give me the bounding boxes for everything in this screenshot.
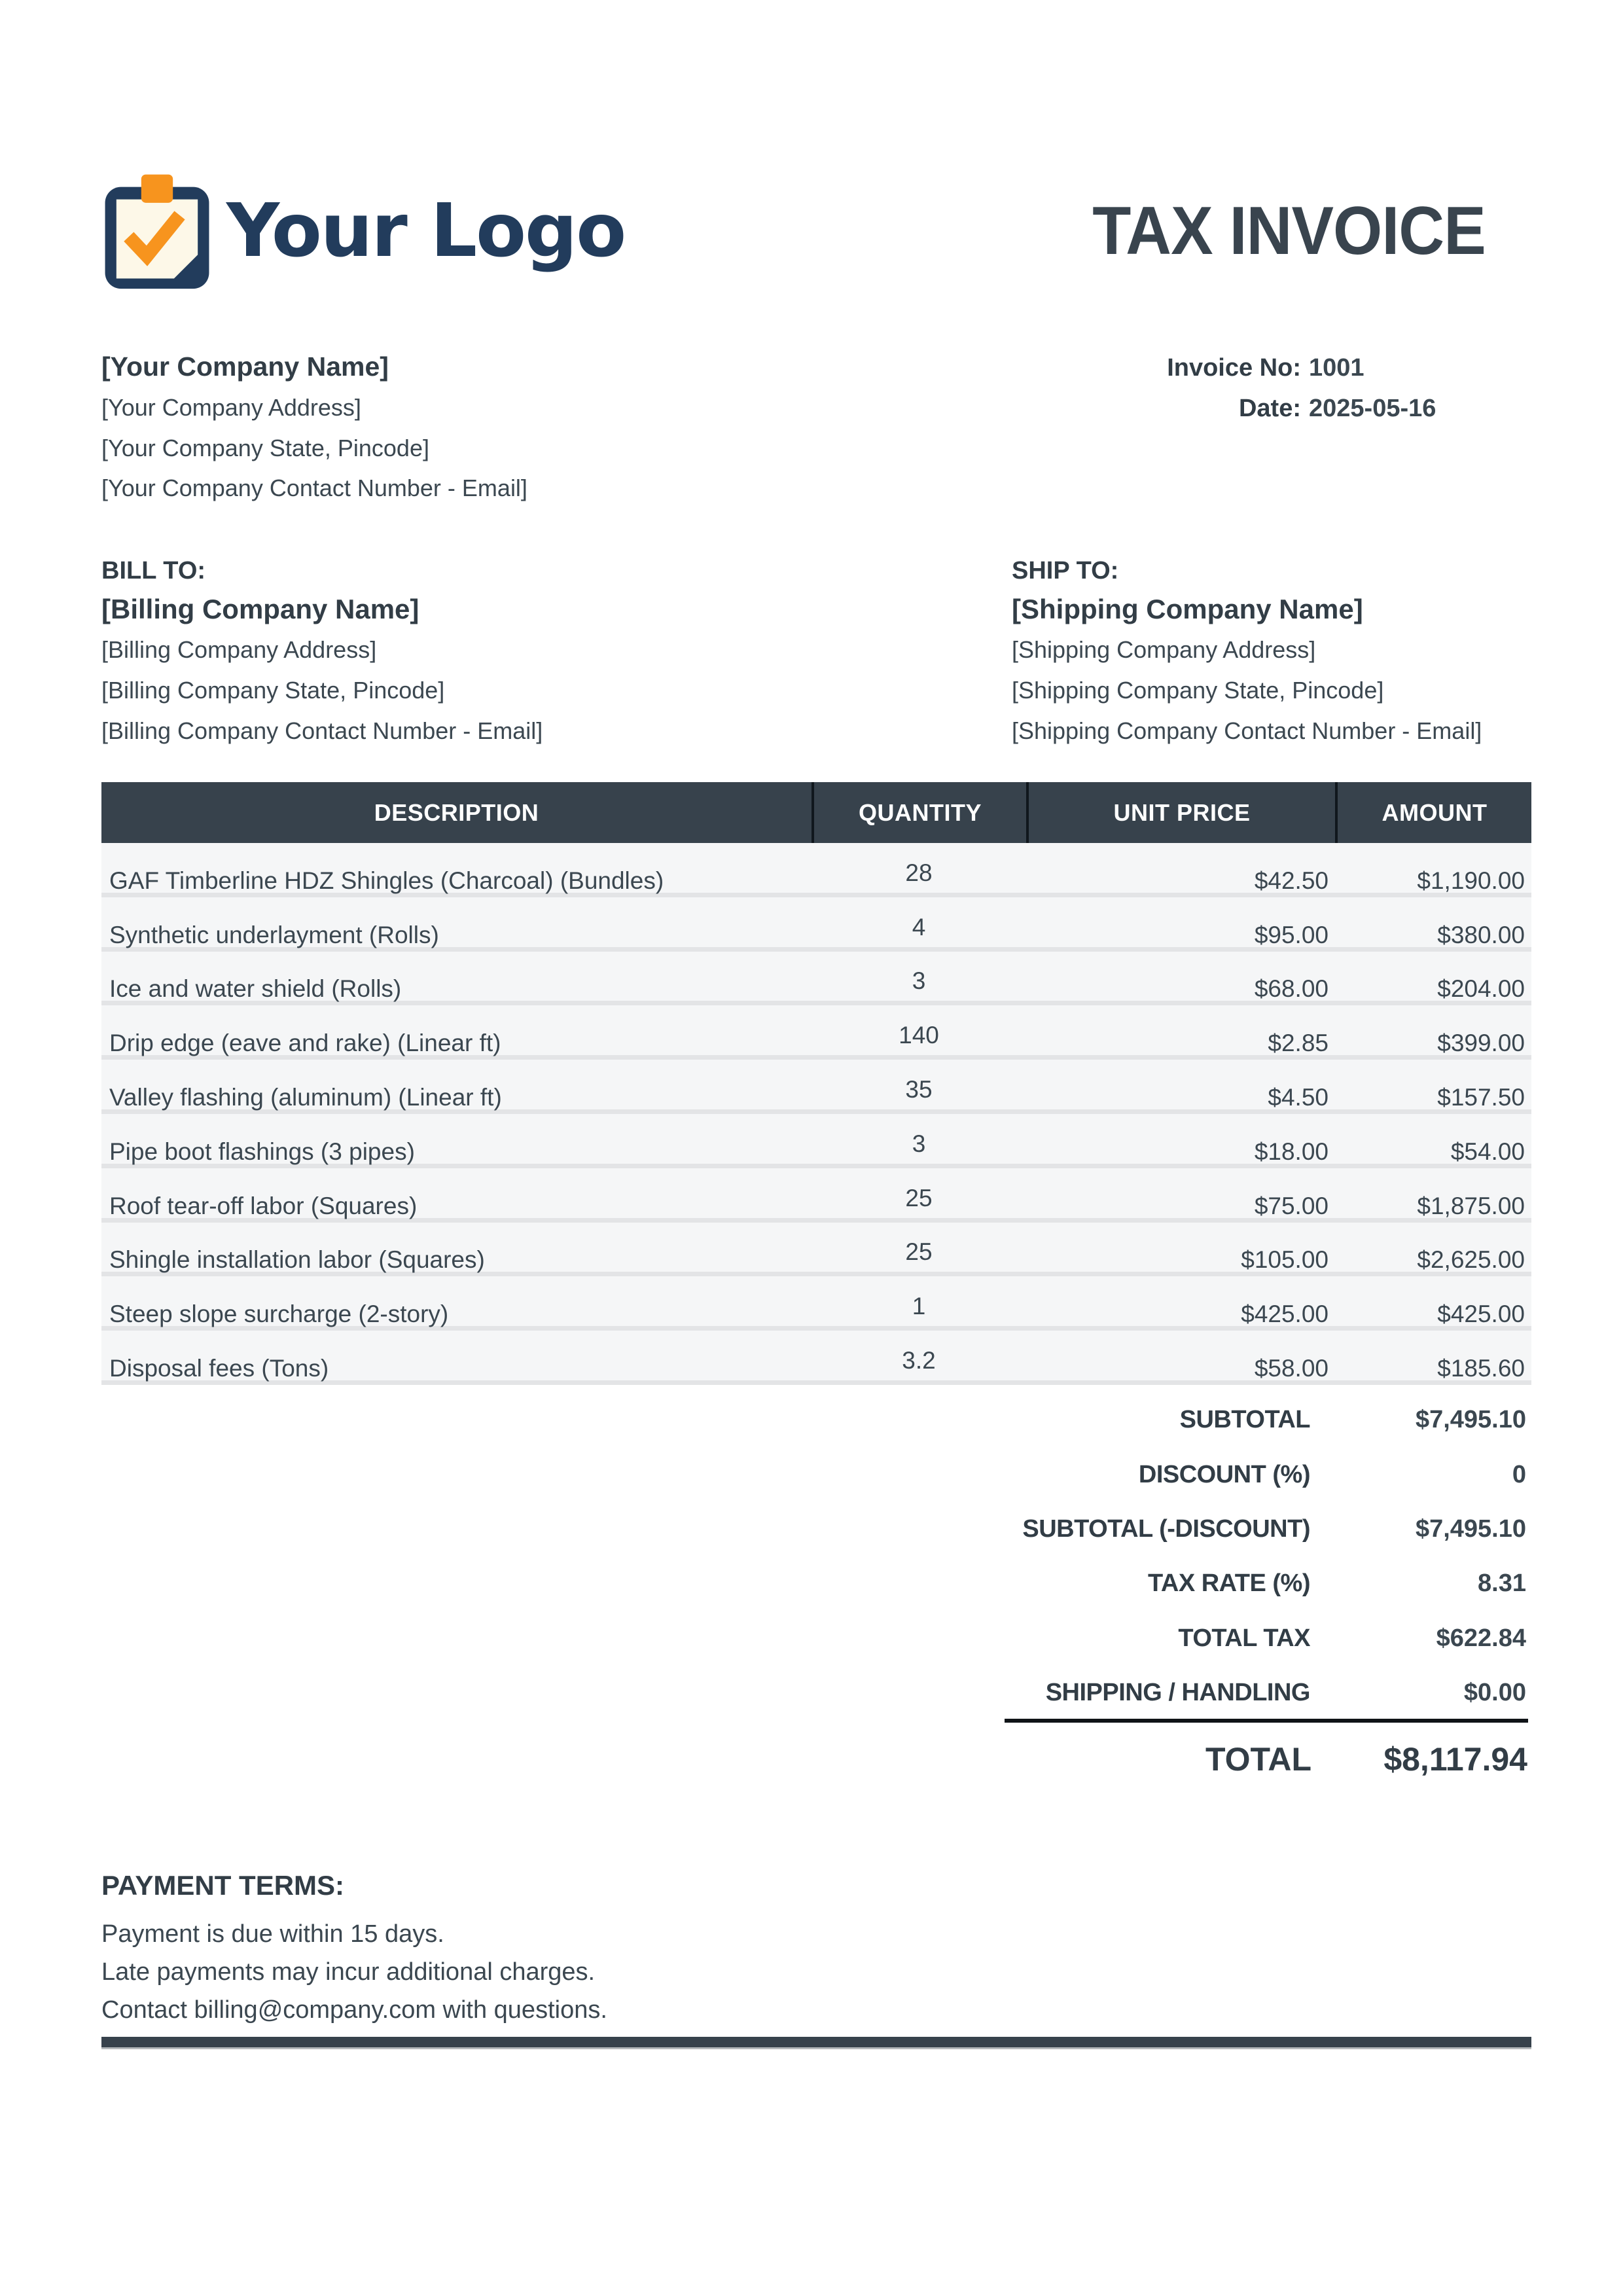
header-quantity: QUANTITY [812,782,1026,843]
totals-value: 8.31 [1478,1570,1526,1598]
cell-description: Pipe boot flashings (3 pipes) [109,1138,415,1165]
cell-unit_price: $18.00 [1254,1138,1329,1165]
ship-to-state: [Shipping Company State, Pincode] [1012,677,1384,704]
totals-row [101,1393,1531,1447]
bill-to-section [101,556,543,751]
cell-quantity: 3 [912,967,926,995]
cell-amount: $157.50 [1437,1084,1525,1111]
cell-unit_price: $2.85 [1268,1030,1329,1057]
cell-amount: $425.00 [1437,1300,1525,1328]
cell-unit_price: $58.00 [1254,1355,1329,1382]
table-row [101,843,1531,897]
ship-to-heading: SHIP TO: [1012,557,1119,584]
totals-value: $0.00 [1463,1679,1526,1707]
totals-label: TOTAL TAX [1178,1624,1310,1652]
invoice-date-label: Date: [1238,394,1301,422]
cell-quantity: 140 [899,1022,939,1049]
payment-terms-line: Payment is due within 15 days. [101,1920,444,1948]
header-description: DESCRIPTION [374,798,539,826]
invoice-title: TAX INVOICE [1092,193,1486,269]
company-address: [Your Company Address] [101,394,361,421]
header-amount: AMOUNT [1335,782,1531,843]
ship-to-contact: [Shipping Company Contact Number - Email] [1012,717,1482,744]
totals-label: SUBTOTAL (-DISCOUNT) [1022,1515,1310,1543]
payment-terms-heading: PAYMENT TERMS: [101,1870,345,1901]
totals-section [101,1386,1531,1796]
invoice-meta [851,348,1531,429]
company-contact: [Your Company Contact Number - Email] [101,475,527,501]
payment-terms-line: Contact billing@company.com with questions. [101,1996,607,2024]
grand-total-row [101,1723,1531,1796]
company-info [101,351,527,509]
totals-rows [101,1386,1531,1713]
payment-terms-line: Late payments may incur additional charges. [101,1958,596,1986]
totals-row [101,1502,1531,1556]
totals-row [101,1556,1531,1611]
totals-value: $7,495.10 [1415,1515,1526,1543]
grand-total-value: $8,117.94 [1383,1741,1527,1778]
cell-description: Drip edge (eave and rake) (Linear ft) [109,1030,501,1057]
company-name: [Your Company Name] [101,351,389,382]
cell-unit_price: $425.00 [1241,1300,1329,1328]
totals-row [101,1611,1531,1666]
clipboard-check-icon [99,169,215,293]
cell-description: Ice and water shield (Rolls) [109,975,402,1003]
cell-amount: $1,875.00 [1417,1192,1525,1219]
totals-label: SUBTOTAL [1179,1406,1310,1434]
cell-quantity: 3 [912,1130,926,1157]
bill-to-heading: BILL TO: [101,557,206,584]
cell-unit_price: $105.00 [1241,1246,1329,1274]
cell-description: GAF Timberline HDZ Shingles (Charcoal) (Bundles) [109,867,664,894]
ship-to-name: [Shipping Company Name] [1012,594,1363,624]
totals-label: SHIPPING / HANDLING [1045,1679,1310,1707]
invoice-date-row [851,388,1531,429]
cell-amount: $204.00 [1437,975,1525,1003]
cell-unit_price: $75.00 [1254,1192,1329,1219]
cell-amount: $1,190.00 [1417,867,1525,894]
cell-quantity: 28 [905,859,933,886]
cell-amount: $380.00 [1437,921,1525,948]
cell-description: Steep slope surcharge (2-story) [109,1300,449,1328]
totals-row [101,1666,1531,1720]
cell-description: Shingle installation labor (Squares) [109,1246,485,1274]
cell-unit_price: $42.50 [1254,867,1329,894]
cell-quantity: 25 [905,1184,933,1211]
totals-label: TAX RATE (%) [1147,1570,1310,1598]
payment-terms-section [101,1865,607,2029]
invoice-no-value: 1001 [1309,353,1364,382]
line-items [101,843,1531,1385]
cell-description: Synthetic underlayment (Rolls) [109,921,439,948]
invoice-no-label: Invoice No: [1167,353,1301,382]
cell-quantity: 1 [912,1293,926,1320]
invoice-date-value: 2025-05-16 [1309,394,1436,422]
cell-amount: $2,625.00 [1417,1246,1525,1274]
logo [99,169,625,293]
totals-row [101,1447,1531,1501]
cell-quantity: 3.2 [902,1347,936,1374]
totals-value: $7,495.10 [1415,1406,1526,1434]
cell-description: Valley flashing (aluminum) (Linear ft) [109,1084,502,1111]
grand-total-label: TOTAL [1205,1741,1311,1778]
cell-amount: $399.00 [1437,1030,1525,1057]
ship-to-address: [Shipping Company Address] [1012,636,1316,663]
bottom-divider-bar [101,2037,1531,2047]
table-header [101,782,1531,843]
cell-description: Roof tear-off labor (Squares) [109,1192,418,1219]
invoice-no-row [851,348,1531,388]
totals-value: $622.84 [1436,1624,1526,1652]
cell-quantity: 35 [905,1076,933,1103]
cell-description: Disposal fees (Tons) [109,1355,329,1382]
company-state: [Your Company State, Pincode] [101,434,429,461]
cell-quantity: 4 [912,913,926,941]
cell-unit_price: $4.50 [1268,1084,1329,1111]
bottom-divider-shadow [101,2047,1531,2049]
bill-to-contact: [Billing Company Contact Number - Email] [101,717,543,744]
items-table [101,782,1531,1385]
cell-amount: $54.00 [1450,1138,1525,1165]
bill-to-state: [Billing Company State, Pincode] [101,677,445,704]
totals-label: DISCOUNT (%) [1138,1460,1310,1488]
logo-text: Your Logo [226,188,626,274]
ship-to-section [1012,556,1482,751]
cell-unit_price: $95.00 [1254,921,1329,948]
header-unit-price: UNIT PRICE [1026,782,1335,843]
bill-to-name: [Billing Company Name] [101,594,419,624]
cell-quantity: 25 [905,1238,933,1266]
cell-unit_price: $68.00 [1254,975,1329,1003]
cell-amount: $185.60 [1437,1355,1525,1382]
totals-value: 0 [1512,1460,1526,1488]
bill-to-address: [Billing Company Address] [101,636,377,663]
